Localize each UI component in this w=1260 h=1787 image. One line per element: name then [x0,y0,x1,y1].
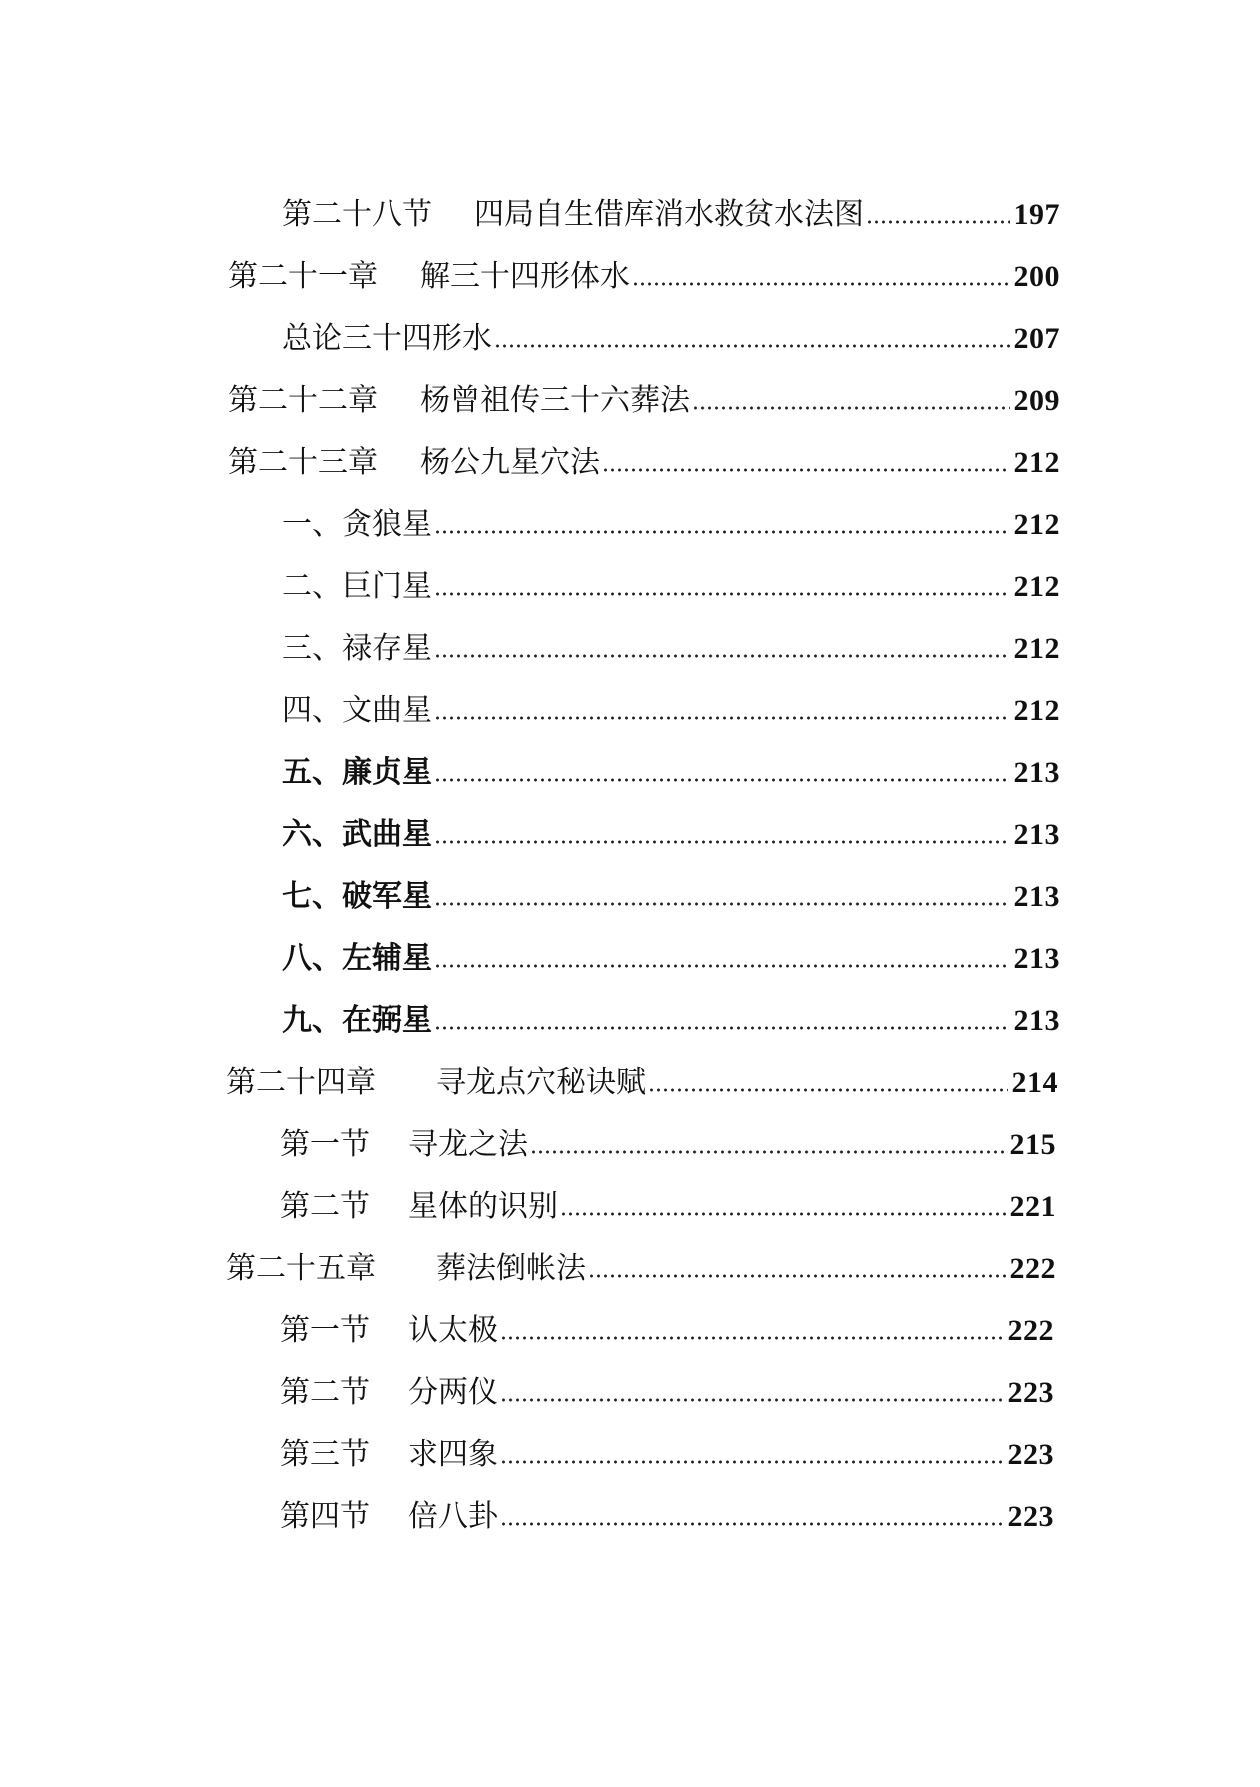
toc-entry-label: 第一节 [280,1127,370,1162]
toc-entry-label: 第一节 [280,1313,370,1348]
toc-entry-label: 第二十四章 [226,1065,376,1100]
toc-entry-title: 分两仪 [408,1375,498,1410]
toc-entry-page: 212 [1013,694,1060,727]
toc-entry-label: 第二十一章 [228,259,378,294]
toc-entry-title: 杨曾祖传三十六葬法 [420,383,690,418]
toc-entry [282,624,1060,674]
toc-entry-page: 213 [1013,818,1060,851]
toc-entry-label: 第二节 [280,1375,370,1410]
toc-entry-label: 第二十二章 [228,383,378,418]
dot-leader [500,1397,1004,1403]
toc-entry-page: 213 [1013,942,1060,975]
toc-entry-page: 221 [1009,1190,1056,1223]
toc-entry-label: 第二十五章 [226,1251,376,1286]
toc-entry-page: 200 [1013,260,1060,293]
toc-entry [280,1182,1056,1232]
toc-entry-page: 223 [1007,1500,1054,1533]
dot-leader [494,343,1010,349]
toc-entry-title: 杨公九星穴法 [420,445,600,480]
toc-entry-title: 七、破军星 [282,879,432,914]
toc-entry-page: 214 [1011,1066,1058,1099]
dot-leader [588,1273,1006,1279]
toc-entry-page: 197 [1013,198,1060,231]
dot-leader [500,1335,1004,1341]
toc-entry-title: 解三十四形体水 [420,259,630,294]
toc-entry-label: 第二十三章 [228,445,378,480]
toc-entry-title: 星体的识别 [408,1189,558,1224]
toc-entry-title: 求四象 [408,1437,498,1472]
toc-entry-page: 223 [1007,1438,1054,1471]
toc-entry [282,562,1060,612]
toc-entry [282,190,1060,240]
toc-entry-page: 223 [1007,1376,1054,1409]
dot-leader [560,1211,1006,1217]
toc-entry-title: 总论三十四形水 [282,321,492,356]
dot-leader [500,1521,1004,1527]
toc-entry [282,500,1060,550]
toc-entry [280,1368,1054,1418]
toc-entry [280,1306,1054,1356]
toc-entry-title: 认太极 [408,1313,498,1348]
toc-entry [280,1430,1054,1480]
toc-entry-page: 212 [1013,632,1060,665]
toc-entry-page: 213 [1013,756,1060,789]
toc-entry-title: 三、禄存星 [282,631,432,666]
toc-entry-title: 八、左辅星 [282,941,432,976]
toc-entry [226,1244,1056,1294]
toc-entry-title: 一、贪狼星 [282,507,432,542]
toc-entry-title: 九、在弼星 [282,1003,432,1038]
dot-leader [692,405,1010,411]
toc-entry-page: 207 [1013,322,1060,355]
dot-leader [648,1087,1008,1093]
dot-leader [632,281,1010,287]
toc-entry-page: 213 [1013,880,1060,913]
toc-entry-title: 四局自生借库消水救贫水法图 [474,197,864,232]
toc-entry [282,748,1060,798]
toc-entry-title: 五、廉贞星 [282,755,432,790]
toc-entry-page: 222 [1009,1252,1056,1285]
toc-entry-title: 寻龙点穴秘诀赋 [436,1065,646,1100]
dot-leader [530,1149,1006,1155]
dot-leader [500,1459,1004,1465]
toc-entry [280,1492,1054,1542]
toc-entry-label: 第二节 [280,1189,370,1224]
dot-leader [434,777,1010,783]
dot-leader [434,839,1010,845]
dot-leader [434,901,1010,907]
toc-entry-page: 212 [1013,508,1060,541]
dot-leader [434,963,1010,969]
dot-leader [434,591,1010,597]
toc-entry [282,314,1060,364]
toc-entry-label: 第二十八节 [282,197,432,232]
toc-entry-title: 寻龙之法 [408,1127,528,1162]
toc-entry-title: 葬法倒帐法 [436,1251,586,1286]
toc-entry [282,996,1060,1046]
toc-entry-page: 212 [1013,446,1060,479]
dot-leader [434,1025,1010,1031]
dot-leader [434,653,1010,659]
toc-entry-label: 第三节 [280,1437,370,1472]
dot-leader [866,219,1010,225]
toc-entry-page: 212 [1013,570,1060,603]
toc-entry-title: 六、武曲星 [282,817,432,852]
toc-entry [282,934,1060,984]
toc-entry-page: 213 [1013,1004,1060,1037]
toc-entry-title: 四、文曲星 [282,693,432,728]
dot-leader [434,715,1010,721]
toc-entry-page: 209 [1013,384,1060,417]
toc-entry [228,376,1060,426]
toc-entry [282,872,1060,922]
dot-leader [434,529,1010,535]
toc-entry-page: 215 [1009,1128,1056,1161]
toc-entry [282,686,1060,736]
toc-entry [228,438,1060,488]
toc-entry [228,252,1060,302]
dot-leader [602,467,1010,473]
toc-entry-title: 二、巨门星 [282,569,432,604]
toc-entry-page: 222 [1007,1314,1054,1347]
toc-entry [282,810,1060,860]
toc-entry [280,1120,1056,1170]
toc-entry-label: 第四节 [280,1499,370,1534]
toc-entry [226,1058,1058,1108]
toc-entry-title: 倍八卦 [408,1499,498,1534]
